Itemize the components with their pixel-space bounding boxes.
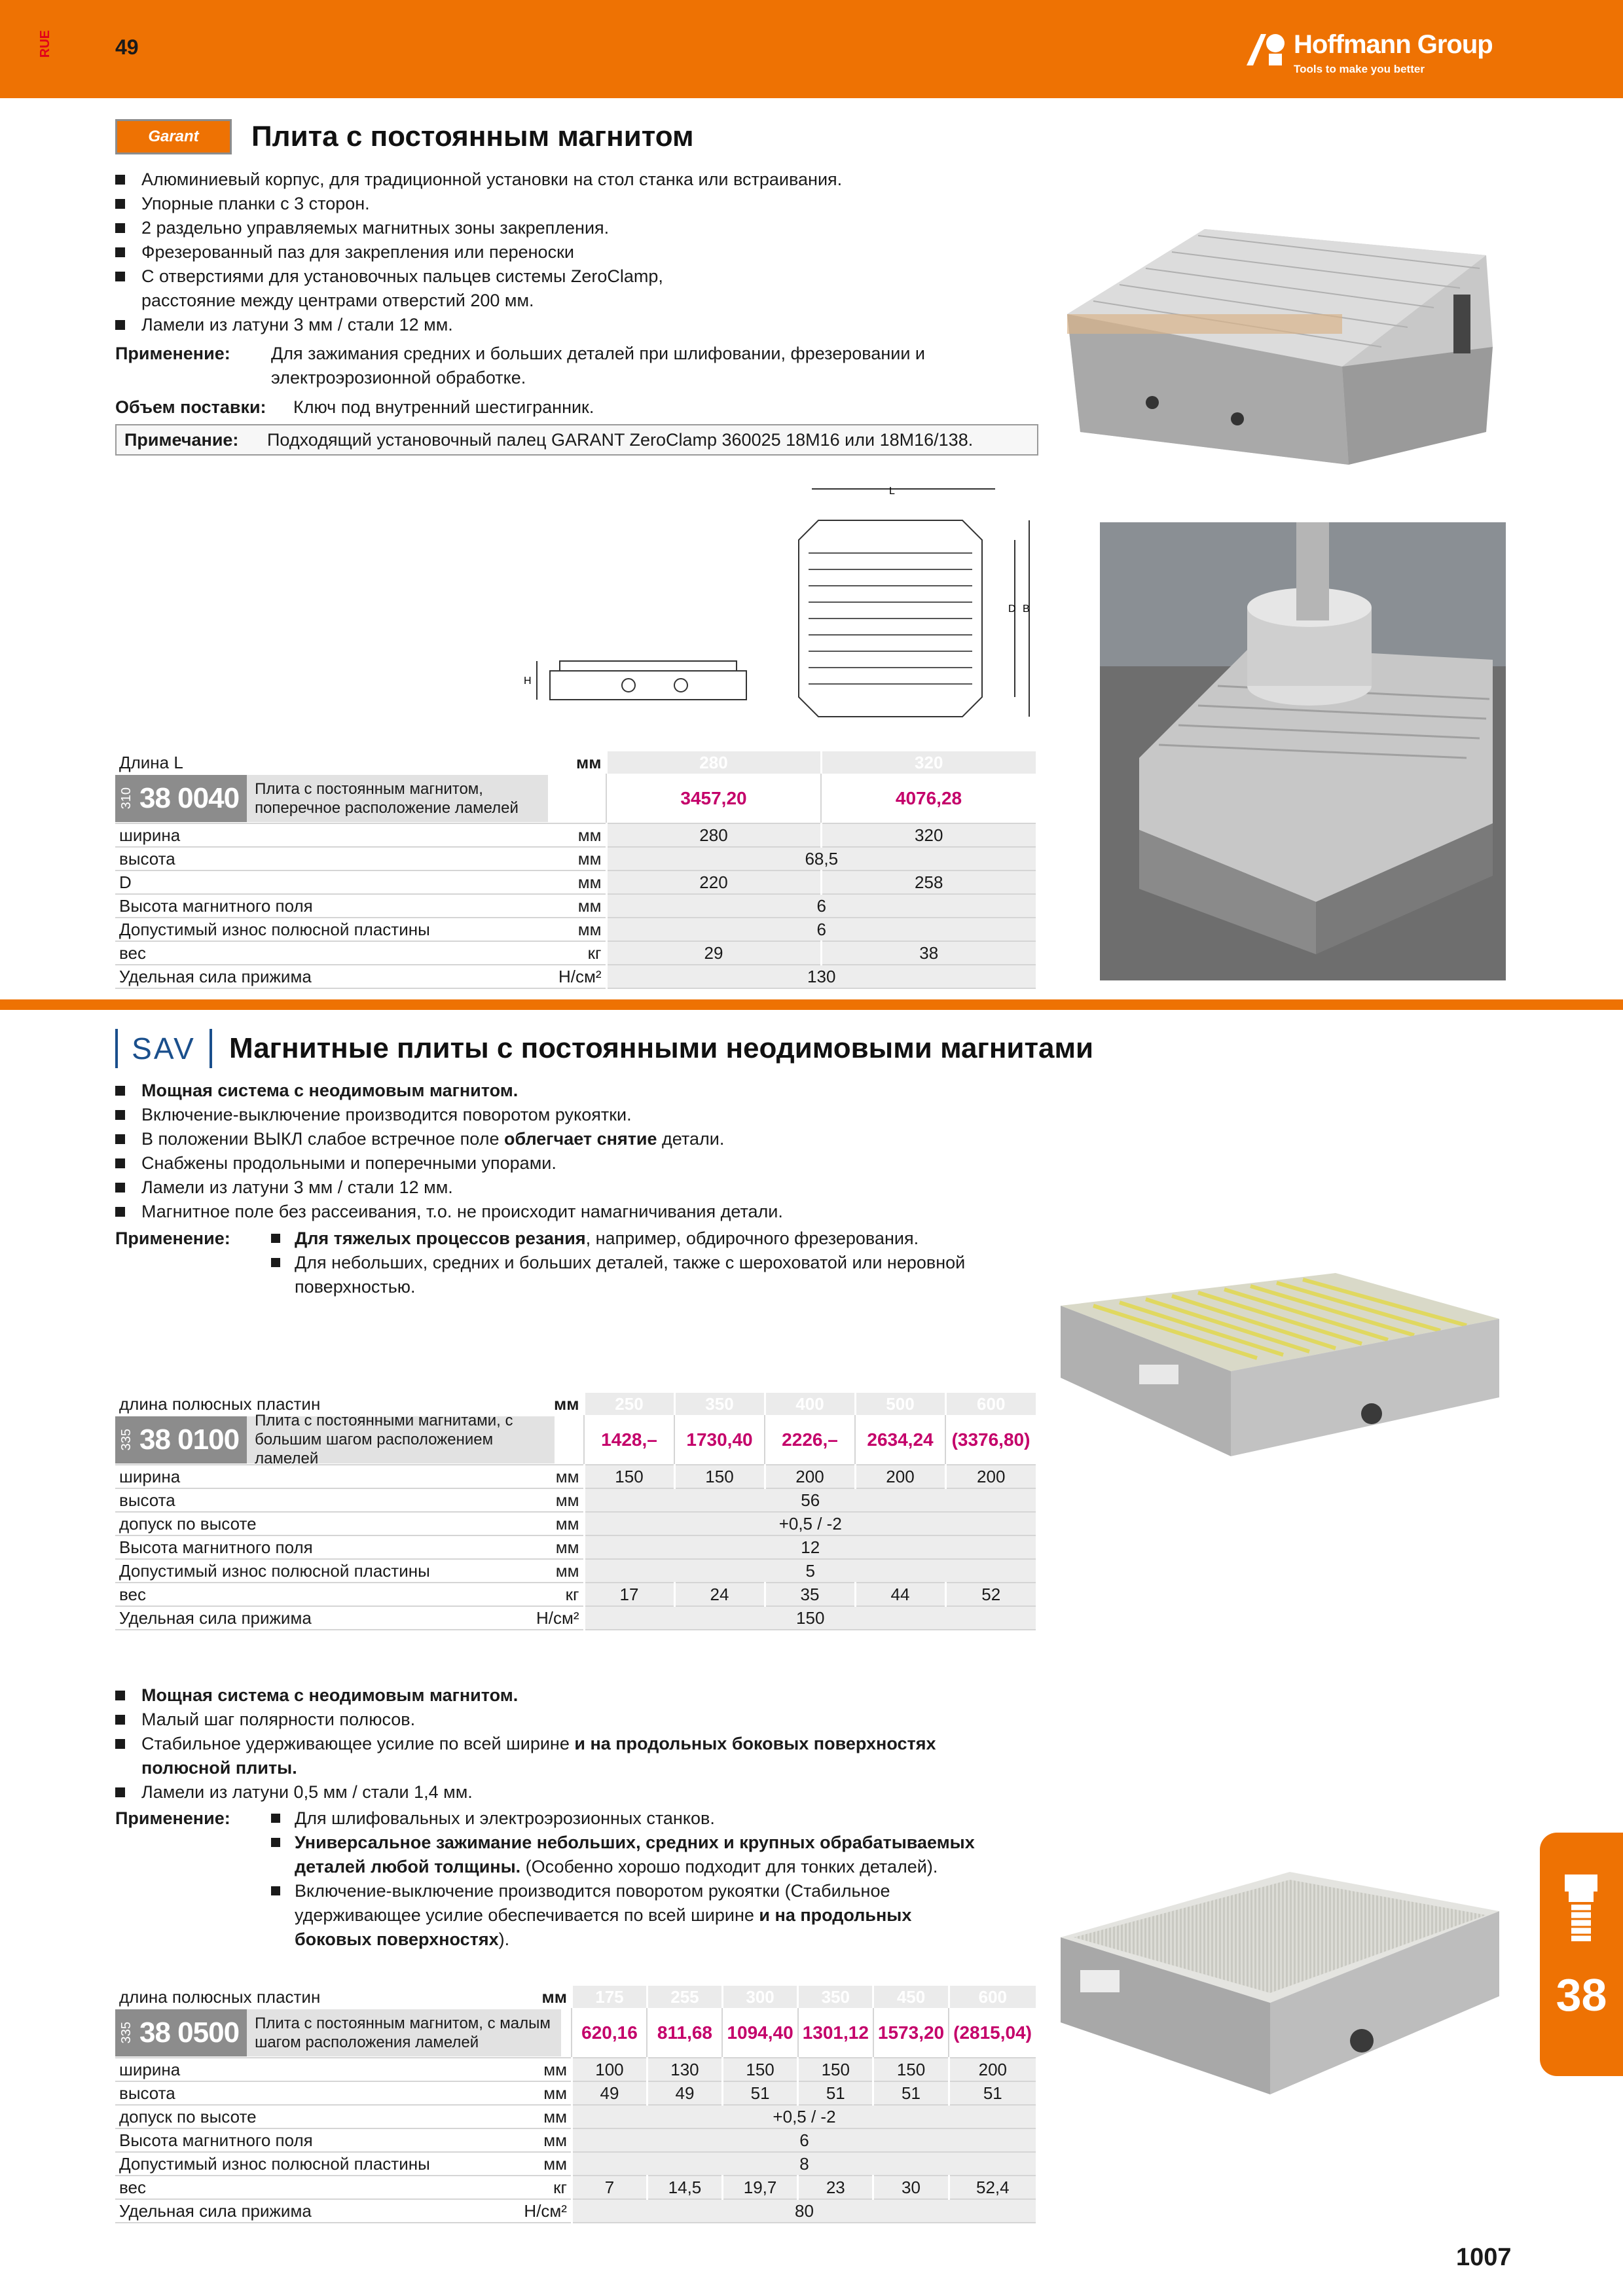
cell: 12 (584, 1535, 1036, 1559)
row-label: Допустимый износ полюсной пластины (115, 2152, 520, 2176)
row-unit: мм (520, 2058, 572, 2081)
price-cell[interactable]: 1301,12 (798, 2008, 873, 2058)
cell: 100 (572, 2058, 647, 2081)
feature-item: Малый шаг полярности полюсов. (115, 1708, 1097, 1732)
row-unit: мм (532, 1488, 584, 1512)
size-column: 450 (873, 1986, 949, 2008)
row-label: Удельная сила прижима (115, 1606, 532, 1630)
row-unit: мм (532, 1465, 584, 1488)
chapter-number: 38 (1556, 1969, 1607, 2020)
feature-item: Мощная система с неодимовым магнитом. (115, 1683, 1097, 1708)
cell: 130 (606, 965, 1036, 988)
row-label: D (115, 870, 555, 894)
cell: 150 (584, 1465, 674, 1488)
article-number[interactable]: 335 38 0100 (115, 1416, 247, 1463)
row-unit: кг (532, 1583, 584, 1606)
section2-features (115, 1079, 1097, 1224)
price-cell[interactable]: 1573,20 (873, 2008, 949, 2058)
size-column: 175 (572, 1986, 647, 2008)
cell: +0,5 / -2 (584, 1512, 1036, 1535)
sav-plate-photo (1054, 1266, 1506, 1476)
dimension-h-label: H (524, 675, 532, 687)
row-unit: мм (532, 1559, 584, 1583)
cell: 200 (765, 1465, 855, 1488)
section1-application (115, 342, 1032, 394)
row-label: ширина (115, 823, 555, 847)
size-column: 250 (584, 1393, 674, 1415)
cell: 17 (584, 1583, 674, 1606)
price-cell[interactable]: 4076,28 (821, 774, 1036, 823)
row-label: допуск по высоте (115, 1512, 532, 1535)
section1-note (115, 424, 1038, 456)
cell: 23 (798, 2176, 873, 2199)
size-column: 255 (647, 1986, 722, 2008)
feature-text-bold: облегчает снятие (503, 1129, 657, 1149)
hoffmann-group-logo[interactable] (1244, 26, 1532, 76)
cell: 6 (572, 2128, 1036, 2152)
clamp-icon (1559, 1871, 1603, 1956)
feature-item: 2 раздельно управляемых магнитных зоны закрепления. (115, 216, 1097, 240)
application-item: Для шлифовальных и электроэрозионных станков. (271, 1806, 1122, 1831)
page-number-bottom: 1007 (1456, 2244, 1512, 2271)
price-cell[interactable]: 1094,40 (722, 2008, 797, 2058)
row-label: высота (115, 2081, 520, 2105)
feature-item: Магнитное поле без рассеивания, т.о. не происходит намагничивания детали. (115, 1200, 1097, 1224)
section2-application (115, 1227, 1097, 1305)
row-label: Высота магнитного поля (115, 1535, 532, 1559)
price-cell[interactable]: (2815,04) (949, 2008, 1036, 2058)
size-column: 400 (765, 1393, 855, 1415)
application-item (271, 1879, 1122, 1952)
row-unit: мм (520, 2152, 572, 2176)
row-unit: мм (555, 870, 606, 894)
cell: 49 (647, 2081, 722, 2105)
feature-item: Включение-выключение производится поворотом рукоятки. (115, 1103, 1097, 1127)
header-label: длина полюсных пластин (119, 1986, 321, 2007)
article-box[interactable] (115, 2009, 571, 2056)
article-group: 310 (119, 787, 134, 810)
article-description: Плита с постоянным магнитом, с малым шагом расположения ламелей (247, 2009, 561, 2056)
cell: 130 (647, 2058, 722, 2081)
header-unit: мм (554, 1393, 579, 1414)
cell: 258 (821, 870, 1036, 894)
cell: 150 (873, 2058, 949, 2081)
size-column: 350 (798, 1986, 873, 2008)
section1-features (115, 168, 1097, 337)
dimension-b-label: B (1023, 603, 1030, 615)
application-label: Применение: (115, 1808, 230, 1828)
section1-heading (115, 119, 694, 154)
cell: 51 (949, 2081, 1036, 2105)
cell: 44 (855, 1583, 945, 1606)
size-column: 350 (674, 1393, 765, 1415)
size-column: 320 (821, 751, 1036, 774)
technical-drawing (511, 481, 1048, 730)
cell: 280 (606, 823, 821, 847)
table-38-0100 (115, 1393, 1036, 1630)
price-cell[interactable]: 620,16 (572, 2008, 647, 2058)
cell: 35 (765, 1583, 855, 1606)
application-label: Применение: (115, 344, 230, 363)
row-label: Удельная сила прижима (115, 2199, 520, 2223)
application-text: электроэрозионной обработке. (271, 368, 526, 387)
price-cell[interactable]: 2634,24 (855, 1415, 945, 1465)
row-label: вес (115, 1583, 532, 1606)
feature-item: С отверстиями для установочных пальцев системы ZeroClamp, (115, 264, 1097, 289)
row-unit: Н/см² (532, 1606, 584, 1630)
row-unit: мм (555, 918, 606, 941)
cell: 24 (674, 1583, 765, 1606)
price-cell[interactable]: 811,68 (647, 2008, 722, 2058)
article-group: 335 (119, 1428, 134, 1451)
application-label: Применение: (115, 1229, 230, 1248)
header-label: Длина L (119, 752, 183, 772)
table-38-0500 (115, 1986, 1036, 2223)
feature-text: детали. (657, 1129, 725, 1149)
feature-text: Стабильное удерживающее усилие по всей ширине (141, 1734, 575, 1753)
section2-heading (115, 1029, 1093, 1068)
cell: 6 (606, 894, 1036, 918)
application-item (271, 1227, 1089, 1251)
cell: 30 (873, 2176, 949, 2199)
cell: 14,5 (647, 2176, 722, 2199)
cell: 150 (798, 2058, 873, 2081)
cell: 7 (572, 2176, 647, 2199)
fine-pole-plate-photo (1054, 1859, 1506, 2114)
cell: 150 (722, 2058, 797, 2081)
article-description: Плита с постоянным магнитом, поперечное расположение ламелей (247, 775, 548, 822)
feature-item-continued: расстояние между центрами отверстий 200 мм. (141, 291, 534, 310)
section1-scope (115, 395, 1032, 422)
feature-item (115, 1732, 1097, 1780)
cell: 5 (584, 1559, 1036, 1583)
section1-title: Плита с постоянным магнитом (251, 120, 694, 152)
row-label: вес (115, 2176, 520, 2199)
feature-text: В положении ВЫКЛ слабое встречное поле (141, 1129, 504, 1149)
application-text: Включение-выключение производится поворотом рукоятки (Стабильное (295, 1881, 890, 1901)
feature-item: Ламели из латуни 3 мм / стали 12 мм. (115, 313, 1097, 337)
section-divider (0, 999, 1623, 1010)
note-text: Подходящий установочный палец GARANT ZeroClamp 360025 18M16 или 18M16/138. (267, 430, 974, 450)
cell: 56 (584, 1488, 1036, 1512)
magnetic-plate-photo (1041, 216, 1512, 478)
cell: 52 (945, 1583, 1036, 1606)
application-text-bold: и на продольных (759, 1905, 912, 1925)
price-cell[interactable]: 2226,– (765, 1415, 855, 1465)
dimension-l-label: L (889, 486, 895, 497)
section2-title: Магнитные плиты с постоянными неодимовыми магнитами (229, 1032, 1094, 1064)
row-unit: кг (520, 2176, 572, 2199)
note-label: Примечание: (124, 430, 239, 450)
feature-item: Ламели из латуни 3 мм / стали 12 мм. (115, 1175, 1097, 1200)
cell: 51 (873, 2081, 949, 2105)
application-text: ). (498, 1929, 510, 1949)
row-unit: Н/см² (520, 2199, 572, 2223)
feature-item: Мощная система с неодимовым магнитом. (115, 1079, 1097, 1103)
article-description: Плита с постоянными магнитами, с большим шагом расположением ламелей (247, 1416, 555, 1463)
cell: 68,5 (606, 847, 1036, 870)
row-unit: мм (532, 1512, 584, 1535)
hoffmann-mark-icon (1244, 29, 1290, 68)
feature-text-bold: и на продольных боковых поверхностях (574, 1734, 936, 1753)
row-unit: мм (555, 847, 606, 870)
price-cell[interactable]: 3457,20 (606, 774, 821, 823)
row-label: высота (115, 847, 555, 870)
row-unit: мм (555, 894, 606, 918)
size-column: 300 (722, 1986, 797, 2008)
application-text: (Особенно хорошо подходит для тонких деталей). (520, 1857, 938, 1876)
size-column: 500 (855, 1393, 945, 1415)
row-label: Удельная сила прижима (115, 965, 555, 988)
price-cell[interactable]: (3376,80) (945, 1415, 1036, 1465)
size-column: 600 (945, 1393, 1036, 1415)
article-group: 335 (119, 2021, 134, 2044)
language-code: RUE (38, 30, 52, 58)
feature-item: Снабжены продольными и поперечными упорами. (115, 1151, 1097, 1175)
row-label: высота (115, 1488, 532, 1512)
price-cell[interactable]: 1730,40 (674, 1415, 765, 1465)
application-text: Для зажимания средних и больших деталей при шлифовании, фрезеровании и (271, 344, 925, 363)
article-number[interactable]: 335 38 0500 (115, 2009, 247, 2056)
cell: 6 (606, 918, 1036, 941)
cell: 29 (606, 941, 821, 965)
feature-item (115, 1127, 1097, 1151)
application-text-bold: Для тяжелых процессов резания (295, 1229, 586, 1248)
feature-item: Ламели из латуни 0,5 мм / стали 1,4 мм. (115, 1780, 1097, 1804)
row-unit: кг (555, 941, 606, 965)
header-unit: мм (576, 752, 602, 772)
cell: 51 (722, 2081, 797, 2105)
feature-text-bold: полюсной плиты. (141, 1758, 297, 1778)
size-column: 600 (949, 1986, 1036, 2008)
header-unit: мм (541, 1986, 567, 2007)
feature-item: Алюминиевый корпус, для традиционной установки на стол станка или встраивания. (115, 168, 1097, 192)
row-label: Высота магнитного поля (115, 894, 555, 918)
feature-item: Фрезерованный паз для закрепления или переноски (115, 240, 1097, 264)
row-label: ширина (115, 2058, 520, 2081)
row-label: ширина (115, 1465, 532, 1488)
row-unit: мм (520, 2081, 572, 2105)
page-number-top: 49 (115, 35, 139, 59)
header-label: длина полюсных пластин (119, 1393, 321, 1414)
header-bar (0, 0, 1623, 98)
application-text-bold: боковых поверхностях (295, 1929, 499, 1949)
section3-features (115, 1683, 1097, 1804)
chapter-tab[interactable] (1540, 1833, 1623, 2076)
row-label: допуск по высоте (115, 2105, 520, 2128)
article-box[interactable] (115, 775, 606, 822)
article-number[interactable]: 310 38 0040 (115, 775, 247, 822)
price-cell[interactable]: 1428,– (584, 1415, 674, 1465)
application-item (271, 1251, 1089, 1299)
dimension-d-label: D (1008, 603, 1016, 615)
sav-logo: SAV (115, 1029, 212, 1068)
brand-tagline: Tools to make you better (1294, 63, 1425, 75)
cell: 19,7 (722, 2176, 797, 2199)
row-label: Допустимый износ полюсной пластины (115, 1559, 532, 1583)
feature-item: Упорные планки с 3 сторон. (115, 192, 1097, 216)
cell: 150 (584, 1606, 1036, 1630)
garant-logo: Garant (115, 119, 232, 154)
cell: +0,5 / -2 (572, 2105, 1036, 2128)
cell: 52,4 (949, 2176, 1036, 2199)
cell: 200 (949, 2058, 1036, 2081)
application-item (271, 1831, 1122, 1879)
cell: 150 (674, 1465, 765, 1488)
table-38-0040 (115, 751, 1036, 989)
section3-application (115, 1806, 1097, 1964)
cell: 80 (572, 2199, 1036, 2223)
cell: 200 (855, 1465, 945, 1488)
cell: 51 (798, 2081, 873, 2105)
scope-text: Ключ под внутренний шестигранник. (293, 397, 594, 417)
cell: 200 (945, 1465, 1036, 1488)
cell: 38 (821, 941, 1036, 965)
cell: 320 (821, 823, 1036, 847)
cell: 49 (572, 2081, 647, 2105)
row-unit: мм (520, 2105, 572, 2128)
application-text-bold: деталей любой толщины. (295, 1857, 521, 1876)
brand-name: Hoffmann Group (1294, 30, 1493, 59)
size-column: 280 (606, 751, 821, 774)
application-text: удерживающее усилие обеспечивается по всей ширине (295, 1905, 759, 1925)
application-text: , например, обдирочного фрезерования. (585, 1229, 919, 1248)
row-unit: мм (555, 823, 606, 847)
row-unit: Н/см² (555, 965, 606, 988)
cell: 8 (572, 2152, 1036, 2176)
scope-label: Объем поставки: (115, 397, 266, 417)
row-label: Высота магнитного поля (115, 2128, 520, 2152)
row-label: Допустимый износ полюсной пластины (115, 918, 555, 941)
row-unit: мм (532, 1535, 584, 1559)
row-unit: мм (520, 2128, 572, 2152)
article-box[interactable] (115, 1412, 583, 1467)
application-text: поверхностью. (295, 1277, 416, 1297)
row-label: вес (115, 941, 555, 965)
application-text-bold: Универсальное зажимание небольших, средних и крупных обрабатываемых (295, 1833, 975, 1852)
cell: 220 (606, 870, 821, 894)
application-photo (1100, 522, 1506, 980)
application-text: Для небольших, средних и больших деталей, также с шероховатой или неровной (295, 1253, 966, 1272)
